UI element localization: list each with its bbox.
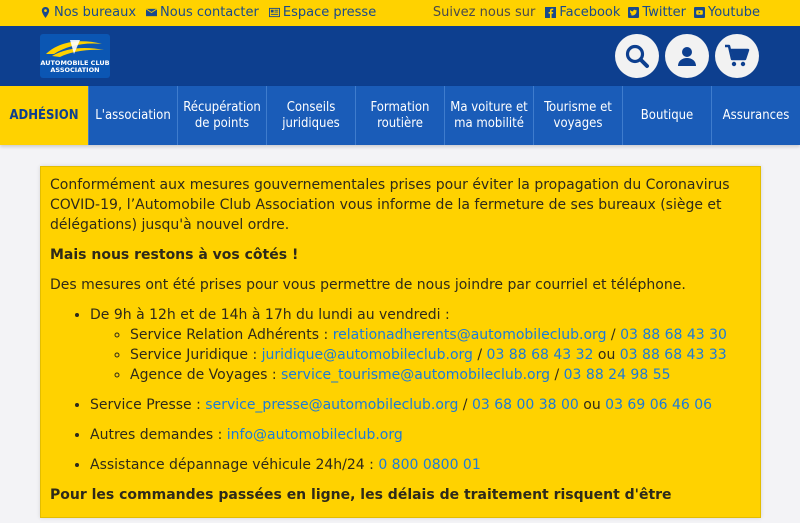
assistance-phone-link[interactable]: 0 800 0800 01 (378, 457, 481, 473)
notice-measures: Des mesures ont été prises pour vous permettre de nous joindre par courriel et téléphone. (50, 277, 686, 293)
nav-item-ma-voiture[interactable] (445, 86, 534, 145)
press-email-link[interactable]: service_presse@automobileclub.org (205, 397, 459, 413)
nav-label-line2: juridiques (282, 115, 340, 131)
separator: / (458, 397, 472, 413)
covid-notice (40, 166, 761, 518)
logo-line2: ASSOCIATION (50, 66, 100, 74)
nav-label-line1: Tourisme et (544, 99, 612, 115)
press-phone-link[interactable]: 03 68 00 38 00 (471, 397, 579, 413)
list-item-service (130, 345, 751, 365)
search-icon (624, 43, 650, 69)
offices-link[interactable] (40, 5, 136, 20)
nav-label-line2: routière (377, 115, 423, 131)
service-phone2-link[interactable]: 03 88 68 43 33 (619, 347, 727, 363)
user-icon (676, 45, 698, 67)
logo-line1: AUTOMOBILE CLUB (40, 59, 110, 67)
facebook-icon (545, 7, 556, 18)
list-item-hours (90, 305, 751, 385)
nav-item-formation-routiere[interactable] (356, 86, 445, 145)
search-button[interactable] (615, 34, 659, 78)
nav-item-boutique[interactable] (623, 86, 712, 145)
service-phone-link[interactable]: 03 88 24 98 55 (563, 367, 671, 383)
youtube-icon (694, 7, 705, 18)
nav-label-line1: Conseils (286, 99, 336, 115)
service-email-link[interactable]: relationadherents@automobileclub.org (332, 327, 607, 343)
nav-item-adhesion[interactable] (0, 86, 89, 145)
nav-item-assurances[interactable] (712, 86, 800, 145)
list-item-other (90, 425, 751, 445)
twitter-icon (628, 7, 639, 18)
separator: / (606, 327, 621, 343)
facebook-label: Facebook (559, 5, 621, 20)
service-email-link[interactable]: juridique@automobileclub.org (261, 347, 473, 363)
nav-item-tourisme-voyages[interactable] (534, 86, 623, 145)
nav-label: Assurances (722, 107, 790, 123)
service-phone-link[interactable]: 03 88 68 43 32 (486, 347, 594, 363)
press-label: Espace presse (282, 5, 377, 20)
site-logo[interactable] (40, 34, 110, 78)
facebook-link[interactable] (545, 5, 620, 20)
other-label: Autres demandes : (90, 427, 227, 443)
youtube-link[interactable] (694, 5, 760, 20)
list-item-service (130, 325, 751, 345)
logo-swoosh-icon (40, 34, 110, 60)
follow-label: Suivez nous sur (432, 5, 536, 20)
account-button[interactable] (665, 34, 709, 78)
separator: / (550, 367, 564, 383)
separator-or: ou (578, 397, 606, 413)
notice-orders: Pour les commandes passées en ligne, les délais de traitement risquent d'être (50, 487, 672, 503)
press-link[interactable] (269, 5, 376, 20)
list-item-service (130, 365, 751, 385)
notice-intro: Conformément aux mesures gouvernementales prises pour éviter la propagation du Coronavirus COVID-19, l’Automobile Club Association vous informe de la fermeture de ses bureaux (siège et délégations) jusqu'à nouvel ordre. (50, 177, 730, 233)
service-label: Service Relation Adhérents : (130, 327, 333, 343)
nav-label: ADHÉSION (9, 107, 79, 123)
contact-link[interactable] (146, 5, 259, 20)
newspaper-icon (269, 7, 280, 18)
twitter-link[interactable] (628, 5, 686, 20)
nav-label-line2: ma mobilité (454, 115, 524, 131)
logo-text (40, 60, 110, 74)
list-item-press (90, 395, 751, 415)
press-service-label: Service Presse : (90, 397, 206, 413)
assistance-label: Assistance dépannage véhicule 24h/24 : (90, 457, 379, 473)
separator: / (472, 347, 487, 363)
services-list (90, 325, 751, 385)
service-label: Service Juridique : (130, 347, 262, 363)
service-phone-link[interactable]: 03 88 68 43 30 (620, 327, 727, 343)
envelope-icon (146, 7, 157, 18)
contact-label: Nous contacter (160, 5, 259, 20)
list-item-assistance (90, 455, 751, 475)
offices-label: Nos bureaux (54, 5, 137, 20)
nav-label: L'association (95, 107, 171, 123)
nav-item-conseils-juridiques[interactable] (267, 86, 356, 145)
nav-label-line2: de points (194, 115, 250, 131)
nav-item-association[interactable] (89, 86, 178, 145)
separator-or: ou (593, 347, 620, 363)
twitter-label: Twitter (642, 5, 686, 20)
press-phone2-link[interactable]: 03 69 06 46 06 (605, 397, 713, 413)
service-email-link[interactable]: service_tourisme@automobileclub.org (281, 367, 551, 383)
other-email-link[interactable]: info@automobileclub.org (226, 427, 403, 443)
top-bar (0, 0, 800, 26)
hours-text: De 9h à 12h et de 14h à 17h du lundi au vendredi : (90, 307, 450, 323)
nav-label: Boutique (640, 107, 694, 123)
nav-item-recuperation-points[interactable] (178, 86, 267, 145)
service-label: Agence de Voyages : (130, 367, 281, 383)
shopping-cart-icon (724, 44, 750, 68)
nav-label-line1: Récupération (183, 99, 261, 115)
nav-label-line1: Formation (370, 99, 430, 115)
contact-list (50, 305, 751, 475)
main-navigation (0, 86, 800, 145)
notice-headline: Mais nous restons à vos côtés ! (50, 247, 299, 263)
site-header (0, 26, 800, 86)
nav-label-line2: voyages (553, 115, 603, 131)
nav-label-line1: Ma voiture et (450, 99, 528, 115)
youtube-label: Youtube (708, 5, 760, 20)
map-marker-icon (40, 7, 51, 18)
cart-button[interactable] (715, 34, 759, 78)
